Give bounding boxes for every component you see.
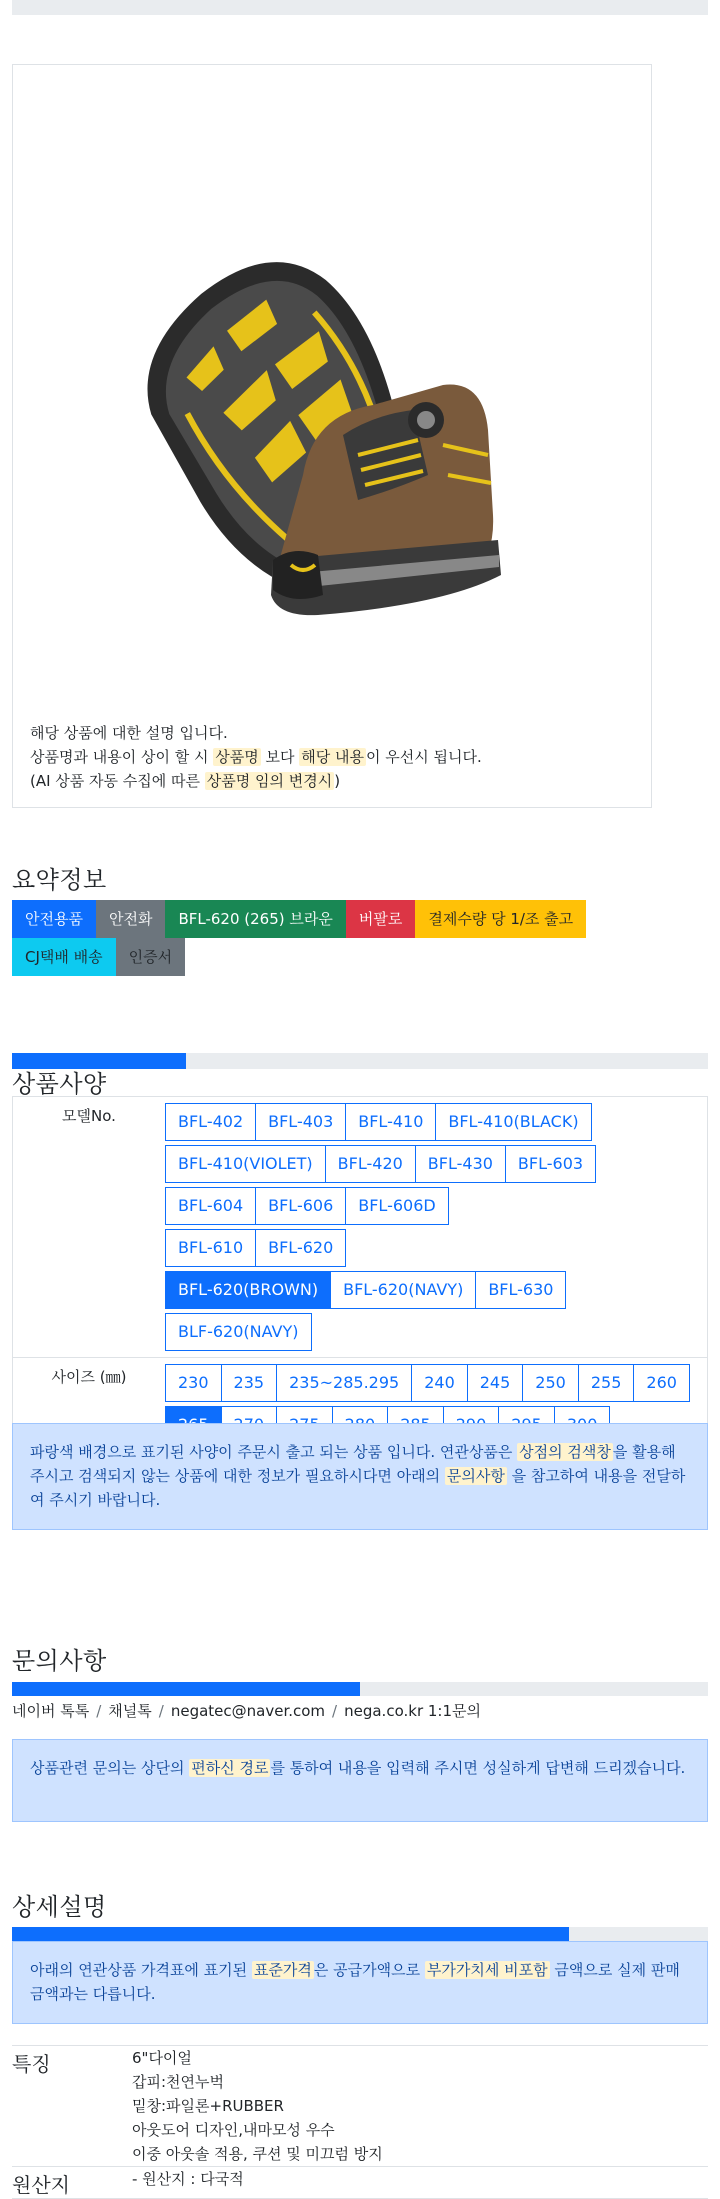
model-option-button[interactable]: BFL-606 (255, 1187, 346, 1225)
notice-text: 상품관련 문의는 상단의 (30, 1759, 190, 1777)
feature-item: 이중 아웃솔 적용, 쿠션 및 미끄럼 방지 (132, 2145, 383, 2163)
detail-row-origin (12, 2167, 708, 2199)
feature-item: 갑피:천연누벅 (132, 2073, 224, 2091)
size-option-button[interactable]: 230 (165, 1364, 222, 1402)
description-text: 보다 (260, 748, 300, 766)
summary-badges-row-1 (12, 900, 586, 938)
contact-link[interactable]: nega.co.kr 1:1문의 (344, 1702, 481, 1720)
highlight-inquiry: 문의사항 (446, 1467, 505, 1485)
model-option-button[interactable]: BFL-603 (505, 1145, 596, 1183)
specs-title: 상품사양 (12, 1070, 107, 1098)
model-option-button[interactable]: BFL-610 (165, 1229, 256, 1267)
size-option-button[interactable]: 235~285.295 (276, 1364, 412, 1402)
summary-badge: 안전화 (96, 900, 165, 938)
spec-row-model (13, 1097, 707, 1358)
size-option-button[interactable]: 240 (411, 1364, 468, 1402)
details-notice (12, 1941, 708, 2024)
model-option-button[interactable]: BFL-620(BROWN) (165, 1271, 331, 1309)
highlight-standard-price: 표준가격 (253, 1961, 312, 1979)
description-line-2 (30, 745, 482, 769)
notice-text: 를 통하여 내용을 입력해 주시면 성실하게 답변해 드리겠습니다. (270, 1759, 686, 1777)
spec-notice (12, 1423, 708, 1530)
model-option-button[interactable]: BFL-430 (415, 1145, 506, 1183)
feature-list (132, 2046, 708, 2166)
notice-text: 을 활용해 주시고 검색되지 않는 상품에 대한 정보가 필요하시다면 아래의 (30, 1443, 676, 1485)
detail-row-features (12, 2046, 708, 2167)
highlight-route: 편하신 경로 (191, 1759, 269, 1777)
highlight-product-name: 상품명 (215, 748, 259, 766)
highlight-content: 해당 내용 (301, 748, 364, 766)
description-text: (AI 상품 자동 수집에 따른 (30, 772, 205, 790)
product-description (30, 721, 482, 793)
notice-text: 아래의 연관상품 가격표에 표기된 (30, 1961, 252, 1979)
summary-badge: 결제수량 당 1/조 출고 (415, 900, 586, 938)
origin-label: 원산지 (12, 2173, 70, 2197)
highlight-name-change: 상품명 임의 변경시 (206, 772, 333, 790)
breadcrumb-separator: / (158, 1702, 164, 1720)
model-option-button[interactable]: BLF-620(NAVY) (165, 1313, 312, 1351)
description-line-3 (30, 769, 482, 793)
inquiry-progress-bar (12, 1682, 708, 1696)
notice-text: 금액으로 실제 판매금액과는 다릅니다. (30, 1961, 680, 2003)
size-label: 사이즈 (㎜) (51, 1368, 127, 1386)
feature-item: 밑창:파일론+RUBBER (132, 2097, 284, 2115)
contact-link[interactable]: 채널톡 (108, 1702, 152, 1720)
details-progress-fill (12, 1927, 569, 1941)
contact-link[interactable]: negatec@naver.com (170, 1702, 326, 1720)
summary-badges-row-2 (12, 938, 185, 976)
feature-item: 아웃도어 디자인,내마모성 우수 (132, 2121, 335, 2139)
spec-table (12, 1096, 708, 1451)
description-line-1: 해당 상품에 대한 설명 입니다. (30, 724, 228, 742)
model-label: 모델No. (62, 1107, 116, 1125)
model-option-button[interactable]: BFL-620(NAVY) (330, 1271, 476, 1309)
contact-links (12, 1700, 481, 1721)
product-image-card (12, 64, 652, 808)
model-option-button[interactable]: BFL-410 (345, 1103, 436, 1141)
contact-link[interactable]: 네이버 톡톡 (12, 1702, 90, 1720)
summary-badge: 인증서 (116, 938, 185, 976)
model-options (165, 1097, 707, 1357)
model-option-button[interactable]: BFL-410(BLACK) (435, 1103, 591, 1141)
safety-shoe-image (143, 215, 523, 655)
model-option-button[interactable]: BFL-402 (165, 1103, 256, 1141)
size-option-button[interactable]: 250 (522, 1364, 579, 1402)
notice-text: 을 참고하여 내용을 전달하여 주시기 바랍니다. (30, 1467, 686, 1509)
inquiry-title: 문의사항 (12, 1647, 107, 1675)
size-option-button[interactable]: 235 (221, 1364, 278, 1402)
feature-label: 특징 (12, 2052, 51, 2076)
highlight-search-box: 상점의 검색창 (519, 1443, 611, 1461)
description-text: ) (334, 772, 341, 790)
notice-text: 파랑색 배경으로 표기된 사양이 주문시 출고 되는 상품 입니다. 연관상품은 (30, 1443, 518, 1461)
breadcrumb-separator: / (332, 1702, 338, 1720)
top-bar (12, 0, 708, 15)
model-option-button[interactable]: BFL-604 (165, 1187, 256, 1225)
breadcrumb-separator: / (96, 1702, 102, 1720)
model-option-button[interactable]: BFL-630 (475, 1271, 566, 1309)
size-option-button[interactable]: 255 (578, 1364, 635, 1402)
size-option-button[interactable]: 245 (467, 1364, 524, 1402)
description-text: 이 우선시 됩니다. (365, 748, 482, 766)
inquiry-notice (12, 1739, 708, 1822)
product-image (143, 215, 523, 655)
summary-badge: CJ택배 배송 (12, 938, 116, 976)
notice-text: 은 공급가액으로 (313, 1961, 425, 1979)
size-option-button[interactable]: 260 (633, 1364, 690, 1402)
detail-table (12, 2045, 708, 2199)
model-option-button[interactable]: BFL-606D (345, 1187, 448, 1225)
model-option-button[interactable]: BFL-403 (255, 1103, 346, 1141)
origin-value: - 원산지 : 다국적 (132, 2170, 244, 2188)
inquiry-progress-fill (12, 1682, 360, 1696)
summary-badge: 버팔로 (346, 900, 415, 938)
feature-item: 6"다이얼 (132, 2049, 192, 2067)
summary-badge: 안전용품 (12, 900, 96, 938)
highlight-vat-excluded: 부가가치세 비포함 (426, 1961, 548, 1979)
model-option-button[interactable]: BFL-620 (255, 1229, 346, 1267)
summary-title: 요약정보 (12, 866, 107, 894)
model-option-button[interactable]: BFL-420 (325, 1145, 416, 1183)
details-progress-bar (12, 1927, 708, 1941)
description-text: 상품명과 내용이 상이 할 시 (30, 748, 214, 766)
summary-badge: BFL-620 (265) 브라운 (165, 900, 345, 938)
model-option-button[interactable]: BFL-410(VIOLET) (165, 1145, 326, 1183)
details-title: 상세설명 (12, 1893, 107, 1921)
specs-progress-bar (12, 1053, 708, 1069)
